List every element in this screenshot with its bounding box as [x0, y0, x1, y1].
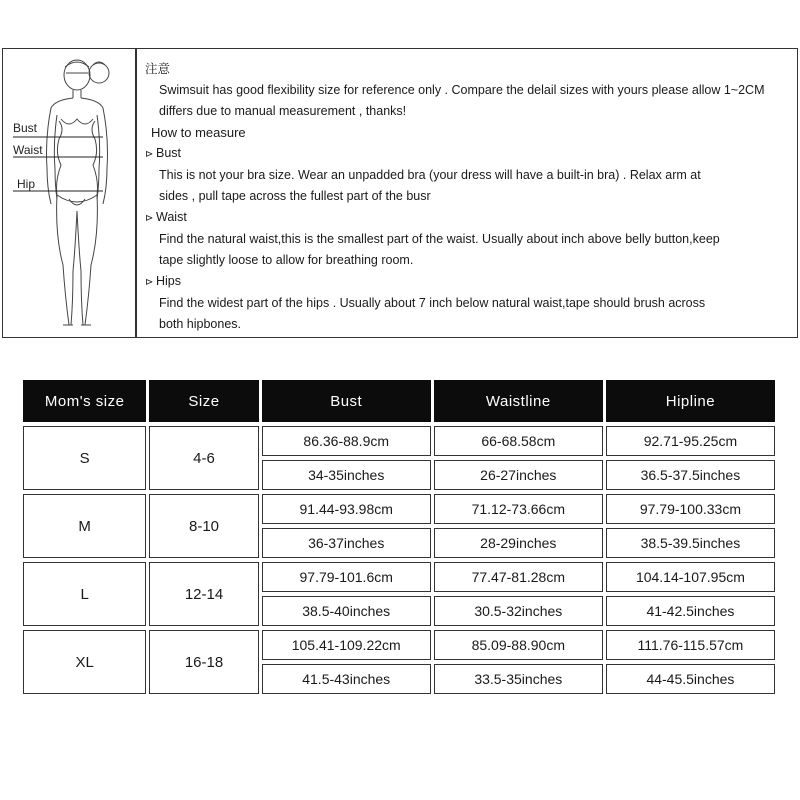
moms-size-cell: S: [23, 426, 146, 490]
moms-size-cell: L: [23, 562, 146, 626]
waist-in-cell: 26-27inches: [434, 460, 603, 490]
table-row: [23, 630, 775, 660]
header-waistline: Waistline: [434, 380, 603, 422]
how-to-title: How to measure: [151, 125, 246, 140]
hips-line-1: Find the widest part of the hips . Usually about 7 inch below natural waist,tape should brush across: [159, 296, 706, 310]
hip-cm-cell: 97.79-100.33cm: [606, 494, 775, 524]
size-cell: 16-18: [149, 630, 258, 694]
body-figure-icon: [3, 49, 133, 337]
header-moms-size: Mom's size: [23, 380, 146, 422]
hip-cm-cell: 104.14-107.95cm: [606, 562, 775, 592]
header-size: Size: [149, 380, 258, 422]
vertical-divider: [135, 49, 137, 337]
note-line-1: Swimsuit has good flexibility size for reference only . Compare the delail sizes with yours please allow 1~2CM: [159, 83, 765, 97]
bust-label: Bust: [13, 121, 38, 135]
bust-heading: Bust: [156, 146, 182, 160]
measurement-guide-box: [2, 48, 798, 338]
arrow-bullet-icon: ⊳: [145, 149, 154, 160]
hips-heading: Hips: [156, 274, 182, 288]
hip-in-cell: 38.5-39.5inches: [606, 528, 775, 558]
waist-line-1: Find the natural waist,this is the smallest part of the waist. Usually about inch above belly button,keep: [159, 232, 720, 246]
moms-size-cell: XL: [23, 630, 146, 694]
moms-size-cell: M: [23, 494, 146, 558]
bust-cm-cell: 105.41-109.22cm: [262, 630, 431, 660]
hip-label: Hip: [17, 177, 36, 191]
hip-cm-cell: 111.76-115.57cm: [606, 630, 775, 660]
guide-text: [145, 59, 795, 335]
size-cell: 4-6: [149, 426, 258, 490]
bust-in-cell: 34-35inches: [262, 460, 431, 490]
waist-in-cell: 28-29inches: [434, 528, 603, 558]
bust-line-2: sides , pull tape across the fullest part of the busr: [159, 189, 431, 203]
waist-heading: Waist: [156, 210, 187, 224]
waist-in-cell: 33.5-35inches: [434, 664, 603, 694]
hip-in-cell: 41-42.5inches: [606, 596, 775, 626]
bust-in-cell: 36-37inches: [262, 528, 431, 558]
table-header-row: [23, 380, 775, 422]
waist-cm-cell: 85.09-88.90cm: [434, 630, 603, 660]
header-bust: Bust: [262, 380, 431, 422]
bust-section-title: [145, 143, 795, 165]
table-row: [23, 494, 775, 524]
waist-cm-cell: 66-68.58cm: [434, 426, 603, 456]
table-row: [23, 562, 775, 592]
waist-cm-cell: 71.12-73.66cm: [434, 494, 603, 524]
hip-in-cell: 44-45.5inches: [606, 664, 775, 694]
bust-line-1: This is not your bra size. Wear an unpadded bra (your dress will have a built-in bra) . Relax arm at: [159, 168, 701, 182]
bust-cm-cell: 86.36-88.9cm: [262, 426, 431, 456]
arrow-bullet-icon: ⊳: [145, 213, 154, 224]
table-row: [23, 426, 775, 456]
waist-label: Waist: [13, 143, 43, 157]
hip-in-cell: 36.5-37.5inches: [606, 460, 775, 490]
bust-cm-cell: 91.44-93.98cm: [262, 494, 431, 524]
body-figure-illustration: [3, 49, 133, 337]
bust-in-cell: 38.5-40inches: [262, 596, 431, 626]
note-line-2: differs due to manual measurement , thanks!: [159, 104, 407, 118]
waist-in-cell: 30.5-32inches: [434, 596, 603, 626]
size-cell: 12-14: [149, 562, 258, 626]
waist-section-title: [145, 207, 795, 229]
hip-cm-cell: 92.71-95.25cm: [606, 426, 775, 456]
header-hipline: Hipline: [606, 380, 775, 422]
bust-in-cell: 41.5-43inches: [262, 664, 431, 694]
hips-section-title: [145, 271, 795, 293]
size-cell: 8-10: [149, 494, 258, 558]
waist-line-2: tape slightly loose to allow for breathing room.: [159, 253, 414, 267]
hips-line-2: both hipbones.: [159, 317, 242, 331]
size-chart-table: [20, 376, 778, 698]
bust-cm-cell: 97.79-101.6cm: [262, 562, 431, 592]
waist-cm-cell: 77.47-81.28cm: [434, 562, 603, 592]
note-title: 注意: [145, 62, 171, 76]
arrow-bullet-icon: ⊳: [145, 277, 154, 288]
